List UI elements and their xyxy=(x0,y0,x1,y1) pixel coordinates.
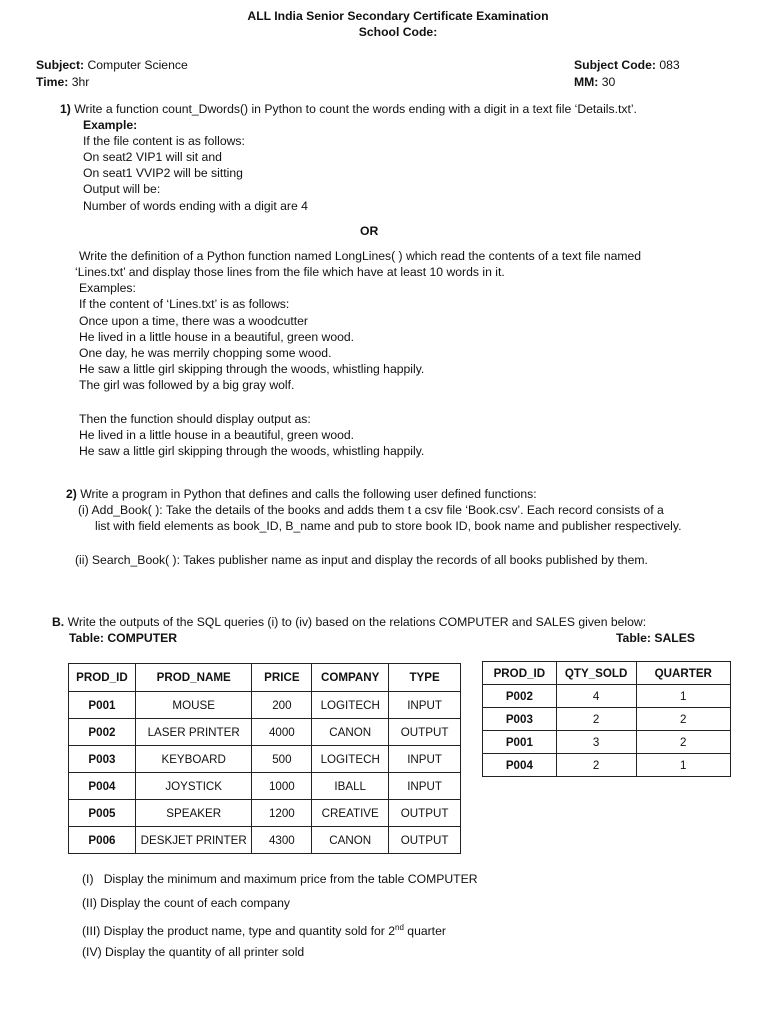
q1-text: Write a function count_Dwords() in Python to count the words ending with a digit in a text file ‘Details.txt’. xyxy=(74,102,637,116)
table-cell: 4 xyxy=(556,685,636,708)
column-header: PROD_ID xyxy=(69,664,136,692)
table-cell: CANON xyxy=(312,719,389,746)
query-text-suffix: quarter xyxy=(403,924,446,939)
query-item xyxy=(82,895,290,911)
computer-table-header-row xyxy=(69,664,461,692)
q1-output-line: Then the function should display output as: xyxy=(79,412,311,426)
table-cell: P006 xyxy=(69,827,136,854)
table-cell: OUTPUT xyxy=(389,800,461,827)
exam-title: ALL India Senior Secondary Certificate Examination xyxy=(247,9,549,23)
query-item xyxy=(82,871,478,887)
table-cell: LOGITECH xyxy=(312,746,389,773)
table-cell: OUTPUT xyxy=(389,827,461,854)
q1-alt-line: The girl was followed by a big gray wolf. xyxy=(79,378,295,392)
query-number: (I) xyxy=(82,872,94,886)
query-text: Display the product name, type and quantity sold for 2 xyxy=(103,924,395,939)
q1-statement xyxy=(60,101,637,117)
table-cell: CANON xyxy=(312,827,389,854)
table-cell: P002 xyxy=(483,685,557,708)
table-cell: INPUT xyxy=(389,773,461,800)
table-row xyxy=(483,731,731,754)
table-row xyxy=(69,746,461,773)
table-cell: 500 xyxy=(252,746,312,773)
table-cell: P004 xyxy=(69,773,136,800)
q2-part2: (ii) Search_Book( ): Takes publisher name as input and display the records of all books published by them. xyxy=(75,553,648,567)
computer-table-caption: Table: COMPUTER xyxy=(69,631,178,645)
table-cell: INPUT xyxy=(389,692,461,719)
q1-example-line: On seat1 VVIP2 will be sitting xyxy=(83,166,243,180)
table-cell: INPUT xyxy=(389,746,461,773)
q2-number: 2) xyxy=(66,487,77,501)
table-cell: 2 xyxy=(556,754,636,777)
q1-output-line: He saw a little girl skipping through the woods, whistling happily. xyxy=(79,444,425,458)
mm-label: MM: xyxy=(574,75,599,89)
table-cell: 1200 xyxy=(252,800,312,827)
query-text: Display the minimum and maximum price from the table COMPUTER xyxy=(103,872,478,886)
table-cell: LASER PRINTER xyxy=(135,719,252,746)
table-cell: P003 xyxy=(69,746,136,773)
query-item xyxy=(82,920,446,939)
table-cell: P005 xyxy=(69,800,136,827)
q1-number: 1) xyxy=(60,102,71,116)
query-text: Display the count of each company xyxy=(100,896,290,910)
column-header: PROD_ID xyxy=(483,662,557,685)
table-row xyxy=(483,685,731,708)
table-row xyxy=(483,708,731,731)
q1-example-line: Number of words ending with a digit are 4 xyxy=(83,199,308,213)
query-number: (III) xyxy=(82,924,101,939)
table-cell: P001 xyxy=(483,731,557,754)
column-header: PRICE xyxy=(252,664,312,692)
table-row xyxy=(69,719,461,746)
table-cell: CREATIVE xyxy=(312,800,389,827)
subject-line xyxy=(36,57,188,73)
subject-code-value: 083 xyxy=(659,58,680,72)
q1-alt-line: ‘Lines.txt’ and display those lines from the file which have at least 10 words in it. xyxy=(75,265,505,279)
table-row xyxy=(69,692,461,719)
table-cell: DESKJET PRINTER xyxy=(135,827,252,854)
column-header: PROD_NAME xyxy=(135,664,252,692)
or-divider: OR xyxy=(360,224,379,238)
table-cell: KEYBOARD xyxy=(135,746,252,773)
q1-alt-line: Examples: xyxy=(79,281,136,295)
qb-statement xyxy=(52,614,646,630)
column-header: TYPE xyxy=(389,664,461,692)
time-value: 3hr xyxy=(71,75,90,89)
table-cell: 2 xyxy=(556,708,636,731)
table-cell: P001 xyxy=(69,692,136,719)
subject-code-line xyxy=(574,57,680,73)
query-number: (II) xyxy=(82,896,97,910)
subject-value: Computer Science xyxy=(87,58,188,72)
table-cell: 1 xyxy=(636,685,730,708)
table-cell: JOYSTICK xyxy=(135,773,252,800)
table-row xyxy=(69,827,461,854)
mm-value: 30 xyxy=(601,75,616,89)
sales-table-caption: Table: SALES xyxy=(616,631,696,645)
table-cell: 2 xyxy=(636,708,730,731)
q2-statement xyxy=(66,486,537,502)
table-cell: 3 xyxy=(556,731,636,754)
column-header: QUARTER xyxy=(636,662,730,685)
table-cell: 1000 xyxy=(252,773,312,800)
table-cell: MOUSE xyxy=(135,692,252,719)
column-header: COMPANY xyxy=(312,664,389,692)
table-cell: 1 xyxy=(636,754,730,777)
table-cell: P004 xyxy=(483,754,557,777)
q1-example-label: Example: xyxy=(83,118,138,132)
school-code-label: School Code: xyxy=(358,25,438,39)
table-row xyxy=(69,800,461,827)
table-cell: P003 xyxy=(483,708,557,731)
subject-label: Subject: xyxy=(36,58,85,72)
table-cell: 2 xyxy=(636,731,730,754)
q1-example-line: If the file content is as follows: xyxy=(83,134,245,148)
q1-example-line: On seat2 VIP1 will sit and xyxy=(83,150,222,164)
q1-alt-line: He saw a little girl skipping through the woods, whistling happily. xyxy=(79,362,425,376)
sales-table-header-row xyxy=(483,662,731,685)
time-label: Time: xyxy=(36,75,69,89)
computer-table xyxy=(68,663,461,854)
subject-code-label: Subject Code: xyxy=(574,58,656,72)
table-row xyxy=(69,773,461,800)
q1-output-line: He lived in a little house in a beautiful, green wood. xyxy=(79,428,355,442)
sales-table xyxy=(482,661,731,777)
q2-part1-line1: (i) Add_Book( ): Take the details of the books and adds them t a csv file ‘Book.csv’. Each record consists of a xyxy=(78,503,664,517)
q2-part1-line2: list with field elements as book_ID, B_name and pub to store book ID, book name and publisher respectively. xyxy=(95,519,682,533)
mm-line xyxy=(574,74,615,90)
table-cell: LOGITECH xyxy=(312,692,389,719)
q1-alt-line: One day, he was merrily chopping some wood. xyxy=(79,346,332,360)
q1-alt-line: Write the definition of a Python function named LongLines( ) which read the contents of a text file named xyxy=(79,249,642,263)
qb-text: Write the outputs of the SQL queries (i) to (iv) based on the relations COMPUTER and SALES given below: xyxy=(67,615,647,629)
q1-example-line: Output will be: xyxy=(83,182,161,196)
qb-label: B. xyxy=(52,615,65,629)
q1-alt-line: If the content of ‘Lines.txt’ is as follows: xyxy=(79,297,290,311)
table-cell: IBALL xyxy=(312,773,389,800)
query-item xyxy=(82,944,304,960)
table-cell: OUTPUT xyxy=(389,719,461,746)
q1-alt-line: Once upon a time, there was a woodcutter xyxy=(79,314,308,328)
q2-text: Write a program in Python that defines and calls the following user defined functions: xyxy=(80,487,537,501)
table-cell: 4300 xyxy=(252,827,312,854)
table-cell: SPEAKER xyxy=(135,800,252,827)
query-text: Display the quantity of all printer sold xyxy=(105,945,305,959)
query-superscript: nd xyxy=(395,923,404,932)
table-row xyxy=(483,754,731,777)
q1-alt-line: He lived in a little house in a beautiful, green wood. xyxy=(79,330,355,344)
table-cell: 4000 xyxy=(252,719,312,746)
column-header: QTY_SOLD xyxy=(556,662,636,685)
table-cell: 200 xyxy=(252,692,312,719)
query-number: (IV) xyxy=(82,945,102,959)
table-cell: P002 xyxy=(69,719,136,746)
time-line xyxy=(36,74,89,90)
